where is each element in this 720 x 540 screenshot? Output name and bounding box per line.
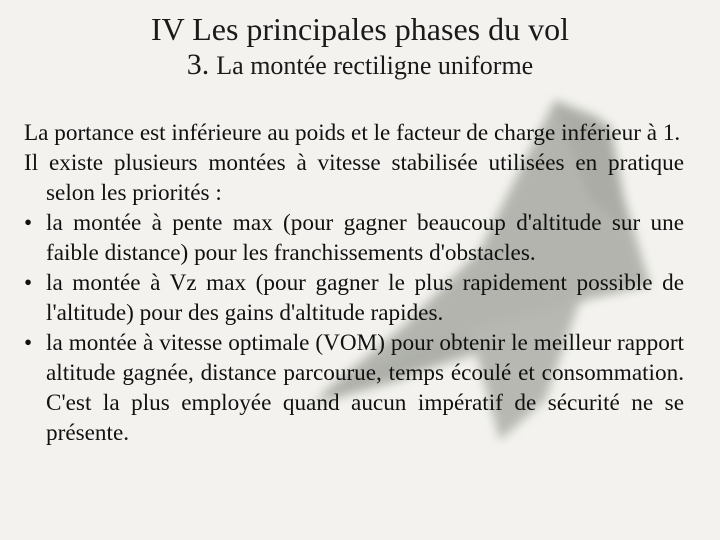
- bullet-text: la montée à Vz max (pour gagner le plus rapidement possible de l'altitude) pour des gains d'altitude rapides.: [46, 270, 684, 326]
- bullet-item-vz-max: [24, 268, 684, 328]
- bullet-item-vom: [24, 328, 684, 448]
- bullet-icon: •: [24, 210, 33, 236]
- bullet-icon: •: [24, 270, 33, 296]
- title-subtitle: La montée rectiligne uniforme: [216, 51, 534, 80]
- bullet-item-pente-max: [24, 208, 684, 268]
- title-section-number: 3.: [186, 48, 210, 81]
- title-line-1: IV Les principales phases du vol: [151, 11, 569, 47]
- paragraph-montees: Il existe plusieurs montées à vitesse stabilisée utilisées en pratique selon les priorités :: [24, 150, 684, 206]
- bullet-icon: •: [24, 330, 33, 356]
- paragraph-portance: La portance est inférieure au poids et le facteur de charge inférieur à 1.: [24, 120, 681, 146]
- slide-body: [24, 118, 684, 448]
- bullet-text: la montée à pente max (pour gagner beaucoup d'altitude sur une faible distance) pour les franchissements d'obstacles.: [46, 210, 684, 266]
- bullet-text: la montée à vitesse optimale (VOM) pour obtenir le meilleur rapport altitude gagnée, distance parcourue, temps écoulé et consommation. C'est la plus employée quand aucun impératif de sécurité ne se présente.: [46, 330, 684, 446]
- title-line-2: [0, 48, 720, 83]
- slide-title: [0, 0, 720, 83]
